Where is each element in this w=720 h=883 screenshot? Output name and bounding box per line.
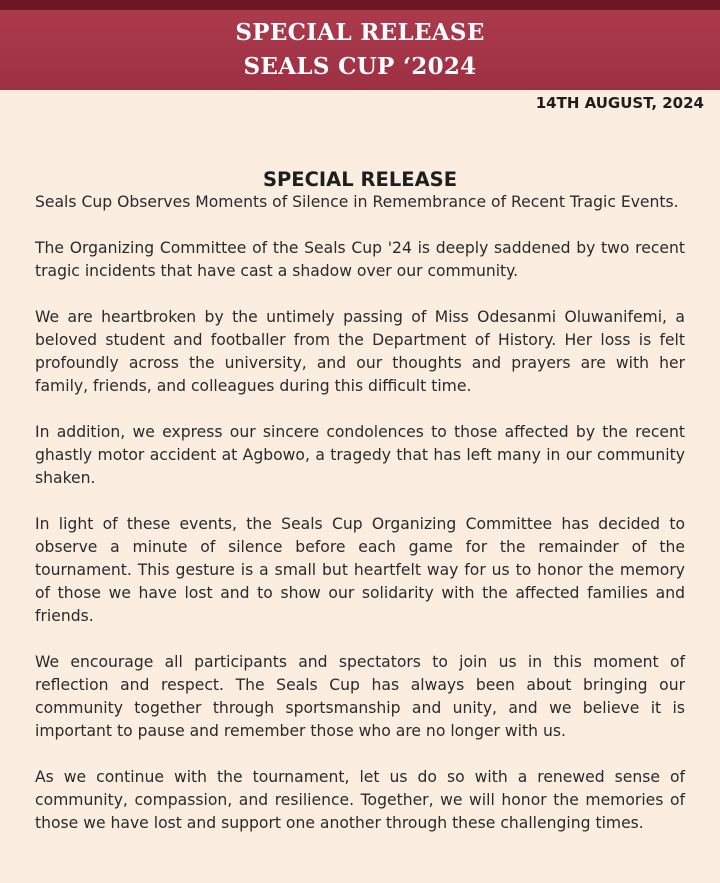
paragraph-condolence-student: We are heartbroken by the untimely passing of Miss Odesanmi Oluwanifemi, a beloved student and footballer from the Department of History. Her loss is felt profoundly across the university, and our thoughts and prayers are with her family, friends, and colleagues during this difficult time. — [35, 308, 685, 395]
document-body — [35, 191, 685, 858]
paragraph-minute-of-silence: In light of these events, the Seals Cup Organizing Committee has decided to observe a minute of silence before each game for the remainder of the tournament. This gesture is a small but heartfelt way for us to honor the memory of those we have lost and to show our solidarity with the affected families and friends. — [35, 515, 685, 625]
document-title: SPECIAL RELEASE — [262, 168, 458, 192]
banner-subtitle: SEALS CUP ‘2024 — [243, 53, 477, 80]
paragraph-encouragement: We encourage all participants and spectators to join us in this moment of reflection and respect. The Seals Cup has always been about bringing our community together through sportsmanship and unity, and we believe it is important to pause and remember those who are no longer with us. — [35, 653, 685, 740]
paragraph-headline: Seals Cup Observes Moments of Silence in Remembrance of Recent Tragic Events. — [35, 193, 679, 211]
banner-title: SPECIAL RELEASE — [235, 19, 485, 46]
header-banner — [0, 10, 720, 90]
release-date: 14TH AUGUST, 2024 — [535, 94, 704, 112]
paragraph-closing: As we continue with the tournament, let us do so with a renewed sense of community, compassion, and resilience. Together, we will honor the memories of those we have lost and support one another through these challenging times. — [35, 768, 685, 832]
paragraph-condolence-accident: In addition, we express our sincere condolences to those affected by the recent ghastly motor accident at Agbowo, a tragedy that has left many in our community shaken. — [35, 423, 685, 487]
paragraph-intro: The Organizing Committee of the Seals Cup '24 is deeply saddened by two recent tragic incidents that have cast a shadow over our community. — [35, 239, 685, 280]
banner-top-strip — [0, 0, 720, 10]
